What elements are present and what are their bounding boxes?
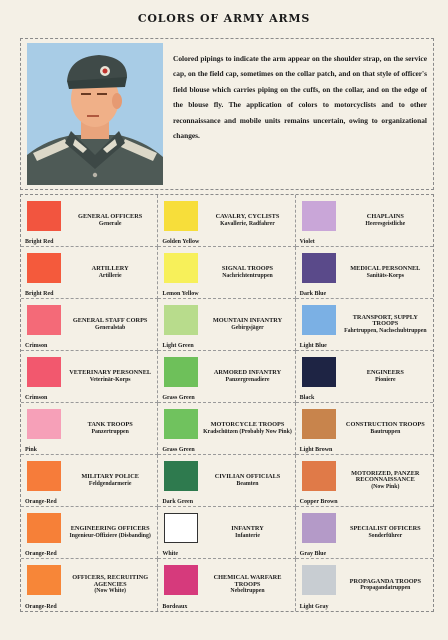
arm-german-name: Sanitäts-Korps [366, 272, 404, 279]
color-name: Lemon Yellow [162, 290, 199, 297]
color-swatch [302, 565, 336, 595]
color-swatch [27, 461, 61, 491]
arm-names [65, 247, 155, 298]
arm-entry [296, 299, 433, 351]
arm-german-name: Nebeltruppen [230, 588, 265, 595]
arm-name: CIVILIAN OFFICIALS [214, 473, 281, 480]
arm-entry [158, 559, 295, 611]
arm-name: SIGNAL TROOPS [221, 265, 274, 272]
arm-german-name: Panzertruppen [91, 428, 129, 435]
arm-name: MOTORIZED, PANZER RECONNAISSANCE [351, 469, 420, 484]
arm-name: ENGINEERS [366, 369, 404, 376]
color-swatch [27, 201, 61, 231]
color-name: Bordeaux [162, 603, 188, 610]
intro-paragraph: Colored pipings to indicate the arm appear on the shoulder strap, on the service cap, on the field cap, sometimes on the collar patch, and on that style of officer's field blouse which carries piping on the cuffs, on the collar, and on the edge of the blouse fly. The application of colors to motorcyclists and to other reconnaissance and mobile units remains uncertain, owing to organizational changes. [173, 54, 427, 141]
arm-names [65, 351, 155, 402]
arm-entry [21, 195, 158, 247]
arm-entry [158, 403, 295, 455]
arm-german-name: Heeresgeistliche [365, 220, 406, 227]
color-swatch [27, 305, 61, 335]
soldier-portrait [27, 43, 163, 185]
arm-entry [158, 507, 295, 559]
arm-name: ARTILLERY [91, 265, 129, 272]
color-name: Light Blue [299, 342, 327, 349]
color-swatch [27, 513, 61, 543]
arm-names [340, 559, 431, 611]
arm-name: PROPAGANDA TROOPS [349, 577, 421, 585]
arm-entry [296, 247, 433, 299]
color-name: Violet [299, 238, 315, 245]
color-swatch [27, 357, 61, 387]
color-swatch [27, 253, 61, 283]
color-swatch [164, 461, 198, 491]
color-name: Dark Green [162, 498, 194, 505]
arm-german-name: Sonderführer [368, 532, 403, 539]
arm-names [65, 403, 155, 454]
arm-german-name: Ingenieur-Offiziere (Disbanding) [69, 532, 151, 539]
color-name: Crimson [25, 342, 48, 349]
arm-german-name: Nachrichtentruppen [222, 272, 273, 279]
arm-german-name: Panzergrenadiere [225, 376, 270, 383]
arm-name: CONSTRUCTION TROOPS [345, 421, 425, 428]
color-name: Orange-Red [25, 603, 57, 610]
arm-name: CHEMICAL WARFARE TROOPS [213, 574, 282, 588]
color-name: Grass Green [162, 394, 195, 401]
arm-names [202, 195, 292, 246]
arm-entry [158, 299, 295, 351]
arm-name: MOUNTAIN INFANTRY [212, 317, 283, 324]
color-name: Light Brown [299, 446, 333, 453]
arm-german-name: Feldgendarmerie [88, 480, 132, 487]
intro-panel [20, 38, 434, 190]
color-swatch [302, 201, 336, 231]
arm-german-name: Pioniere [375, 376, 396, 383]
arm-entry [21, 247, 158, 299]
arm-names [202, 247, 292, 298]
color-swatch [302, 357, 336, 387]
color-swatch [164, 253, 198, 283]
page-title: COLORS OF ARMY ARMS [137, 12, 311, 25]
arm-german-name: Generale [98, 220, 122, 227]
color-swatch [302, 513, 336, 543]
arm-names [202, 455, 292, 506]
color-swatch [302, 461, 336, 491]
color-name: Orange-Red [25, 498, 57, 505]
arm-name: MEDICAL PERSONNEL [350, 265, 421, 272]
arm-name: VETERINARY PERSONNEL [69, 369, 152, 376]
color-name: Golden Yellow [162, 238, 200, 245]
arm-names [340, 351, 431, 402]
arm-names [202, 507, 292, 558]
color-name: Light Gray [299, 603, 329, 610]
arms-color-grid [20, 194, 434, 612]
arm-entry [296, 559, 433, 611]
arm-entry [21, 559, 158, 611]
arm-names [202, 299, 292, 350]
color-name: Orange-Red [25, 550, 57, 557]
arm-entry [21, 455, 158, 507]
color-swatch [302, 305, 336, 335]
arm-name: INFANTRY [231, 525, 264, 532]
color-name: Pink [25, 446, 38, 453]
arm-german-name: (Now White) [94, 588, 126, 595]
arm-name: OFFICERS, RECRUITING AGENCIES [72, 574, 149, 588]
arm-name: MILITARY POLICE [81, 473, 139, 480]
arm-name: CHAPLAINS [366, 213, 404, 220]
arm-name: TRANSPORT, SUPPLY TROOPS [352, 313, 418, 328]
arm-entry [296, 351, 433, 403]
arm-entry [158, 195, 295, 247]
arm-entry [296, 455, 433, 507]
arm-entry [296, 507, 433, 559]
arm-german-name: Beamten [236, 480, 259, 487]
arm-german-name: Kavallerie, Radfahrer [220, 220, 275, 227]
arm-names [65, 299, 155, 350]
arm-names [202, 403, 292, 454]
color-name: Bright Red [25, 290, 54, 297]
color-name: Dark Blue [299, 290, 327, 297]
arm-entry [158, 351, 295, 403]
color-name: Grass Green [162, 446, 195, 453]
color-name: Black [299, 394, 315, 401]
arm-entry [296, 195, 433, 247]
arm-name: ARMORED INFANTRY [213, 369, 282, 376]
arm-entry [296, 403, 433, 455]
color-swatch [302, 253, 336, 283]
arm-names [65, 455, 155, 506]
arm-entry [21, 351, 158, 403]
arm-names [65, 195, 155, 246]
arm-name: GENERAL STAFF CORPS [72, 317, 148, 324]
arm-names [65, 559, 155, 611]
arm-german-name: Gebirgsjäger [231, 324, 264, 331]
color-swatch [164, 305, 198, 335]
arm-german-name: Propagandatruppen [360, 585, 411, 592]
color-swatch [27, 565, 61, 595]
color-name: Gray Blue [299, 550, 327, 557]
arm-names [340, 195, 431, 246]
arm-entry [21, 299, 158, 351]
arm-names [202, 351, 292, 402]
arm-name: TANK TROOPS [87, 421, 133, 428]
color-swatch [164, 357, 198, 387]
arm-name: GENERAL OFFICERS [78, 213, 143, 220]
color-name: Bright Red [25, 238, 54, 245]
arm-names [340, 247, 431, 298]
arm-german-name: (Now Pink) [371, 483, 400, 490]
color-swatch [164, 513, 198, 543]
arm-german-name: Bautruppen [370, 428, 401, 435]
color-swatch [164, 565, 198, 595]
arm-names [340, 403, 431, 454]
color-name: Copper Brown [299, 498, 338, 505]
arm-german-name: Fahrtruppen, Nachschubtruppen [344, 327, 427, 334]
arm-names [340, 507, 431, 558]
color-swatch [302, 409, 336, 439]
arm-name: MOTORCYCLE TROOPS [210, 421, 285, 428]
color-name: Light Green [162, 342, 194, 349]
arm-entry [21, 507, 158, 559]
color-swatch [164, 201, 198, 231]
arm-names [340, 455, 431, 506]
arm-name: ENGINEERING OFFICERS [70, 525, 150, 532]
arm-name: SPECIALIST OFFICERS [349, 525, 421, 532]
color-name: White [162, 550, 178, 557]
arm-german-name: Generalstab [95, 324, 126, 331]
arm-names [340, 299, 431, 350]
arm-name: CAVALRY, CYCLISTS [215, 213, 280, 220]
arm-entry [158, 247, 295, 299]
arm-names [202, 559, 292, 611]
arm-german-name: Veterinär-Korps [89, 376, 131, 383]
color-swatch [164, 409, 198, 439]
color-swatch [27, 409, 61, 439]
color-name: Crimson [25, 394, 48, 401]
arm-german-name: Infanterie [235, 532, 260, 539]
arm-german-name: Artillerie [98, 272, 122, 279]
arm-entry [21, 403, 158, 455]
arm-names [65, 507, 155, 558]
arm-german-name: Kradschützen (Probably Now Pink) [203, 428, 292, 435]
arm-entry [158, 455, 295, 507]
